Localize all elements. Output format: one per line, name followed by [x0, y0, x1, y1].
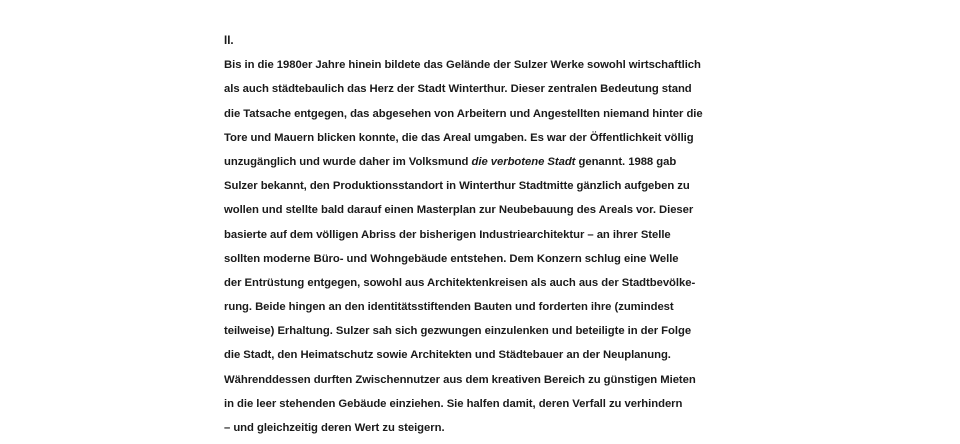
text-line: – und gleichzeitig deren Wert zu steigern. [224, 422, 445, 434]
text-line: teilweise) Erhaltung. Sulzer sah sich gezwungen einzulenken und beteiligte in der Folge [224, 325, 692, 338]
text-line: Tore und Mauern blicken konnte, die das Areal umgaben. Es war der Öffentlichkeit völlig [224, 131, 694, 144]
text-line: basierte auf dem völligen Abriss der bisherigen Industriearchitektur – an ihrer Stelle [224, 228, 671, 241]
text-line: der Entrüstung entgegen, sowohl aus Architektenkreisen als auch aus der Stadtbevölke- [224, 276, 696, 289]
text-segment: genannt. 1988 gab [575, 155, 677, 168]
section-number: II. [224, 35, 234, 47]
text-line-with-italic [224, 150, 784, 174]
italic-phrase: die verbotene Stadt [471, 155, 576, 168]
text-segment: unzugänglich und wurde daher im Volksmund [224, 155, 472, 168]
text-line: Bis in die 1980er Jahre hinein bildete das Gelände der Sulzer Werke sowohl wirtschaftlich [224, 59, 701, 72]
text-line: die Tatsache entgegen, das abgesehen von Arbeitern und Angestellten niemand hinter die [224, 107, 703, 120]
text-line: wollen und stellte bald darauf einen Masterplan zur Neubebauung des Areals vor. Dieser [224, 204, 694, 217]
document-page [224, 29, 784, 440]
text-line: in die leer stehenden Gebäude einziehen. Sie halfen damit, deren Verfall zu verhindern [224, 397, 683, 410]
text-line: als auch städtebaulich das Herz der Stadt Winterthur. Dieser zentralen Bedeutung stand [224, 83, 692, 96]
text-line: die Stadt, den Heimatschutz sowie Architekten und Städtebauer an der Neuplanung. [224, 349, 671, 362]
text-line: rung. Beide hingen an den identitätsstiftenden Bauten und forderten ihre (zumindest [224, 301, 674, 314]
text-line: Währenddessen durften Zwischennutzer aus dem kreativen Bereich zu günstigen Mieten [224, 373, 696, 386]
text-line: sollten moderne Büro- und Wohngebäude entstehen. Dem Konzern schlug eine Welle [224, 252, 679, 265]
text-line: Sulzer bekannt, den Produktionsstandort in Winterthur Stadtmitte gänzlich aufgeben zu [224, 180, 690, 193]
